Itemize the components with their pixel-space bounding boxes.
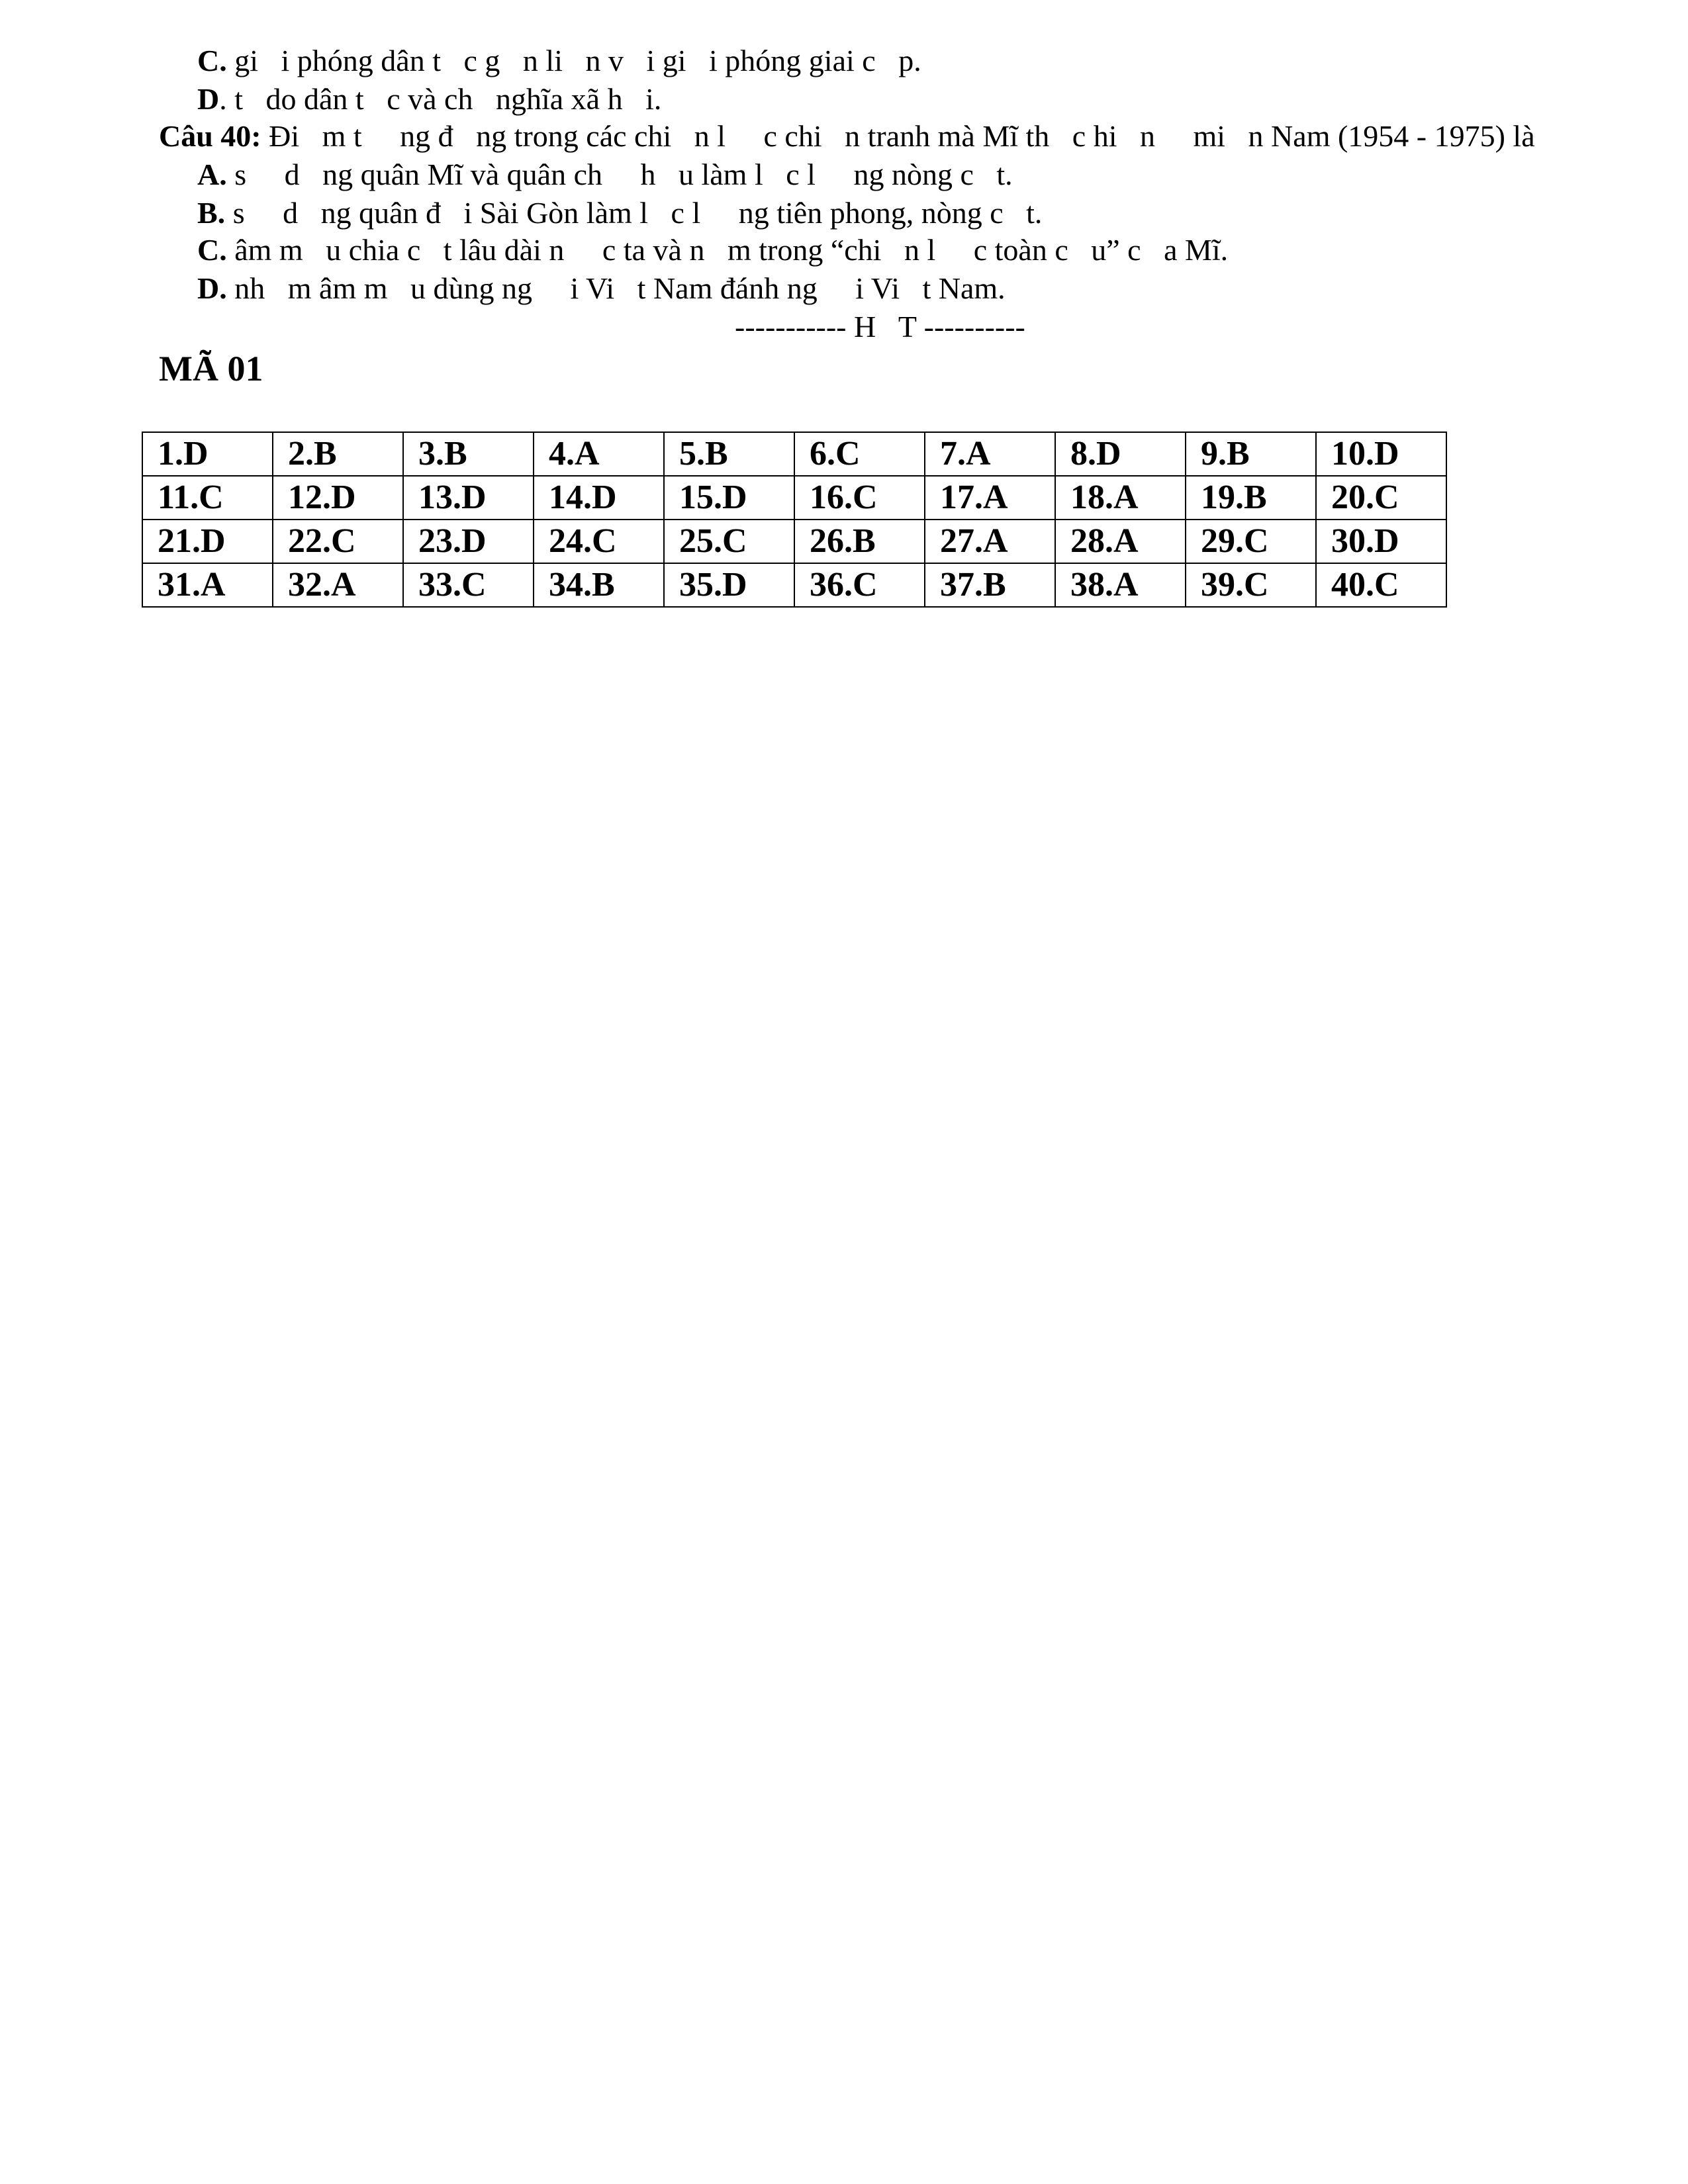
answer-cell: 17.A [925, 476, 1055, 520]
option-label: C. [197, 44, 227, 77]
question-40 [159, 118, 1535, 155]
answer-cell: 3.B [403, 432, 534, 476]
option-label: C. [197, 233, 227, 267]
answer-cell: 1.D [142, 432, 273, 476]
answer-cell: 18.A [1055, 476, 1186, 520]
option-text: . t do dân t c và ch nghĩa xã h i. [219, 82, 662, 116]
table-row [142, 520, 1446, 563]
table-row [142, 432, 1446, 476]
option-text: âm m u chia c t lâu dài n c ta và n m trong “chi n l c toàn c u” c a Mĩ. [226, 233, 1229, 267]
option-label: D [197, 82, 220, 116]
question-label: Câu 40: [159, 119, 261, 153]
answer-cell: 30.D [1316, 520, 1446, 563]
answer-cell: 33.C [403, 563, 534, 607]
answer-cell: 8.D [1055, 432, 1186, 476]
option-d-prev [197, 81, 661, 118]
option-label: D. [197, 271, 227, 305]
option-a [197, 156, 1013, 193]
answer-cell: 37.B [925, 563, 1055, 607]
answer-cell: 13.D [403, 476, 534, 520]
end-marker: ----------- H T ---------- [735, 310, 1025, 343]
answer-cell: 10.D [1316, 432, 1446, 476]
table-row [142, 476, 1446, 520]
option-c [197, 232, 1228, 269]
answer-cell: 7.A [925, 432, 1055, 476]
answer-cell: 26.B [794, 520, 925, 563]
answer-cell: 24.C [534, 520, 664, 563]
answer-cell: 40.C [1316, 563, 1446, 607]
option-label: A. [197, 158, 227, 191]
question-text: Đi m t ng đ ng trong các chi n l c chi n tranh mà Mĩ th c hi n mi n Nam (1954 - 1975) là [261, 119, 1535, 153]
answer-cell: 22.C [273, 520, 403, 563]
answer-cell: 9.B [1186, 432, 1316, 476]
answer-cell: 31.A [142, 563, 273, 607]
option-text: s d ng quân Mĩ và quân ch h u làm l c l ng nòng c t. [226, 158, 1013, 191]
answer-cell: 32.A [273, 563, 403, 607]
option-text: nh m âm m u dùng ng i Vi t Nam đánh ng i Vi t Nam. [226, 271, 1006, 305]
answer-cell: 34.B [534, 563, 664, 607]
answer-cell: 5.B [664, 432, 794, 476]
option-c-prev [197, 42, 921, 79]
answer-cell: 29.C [1186, 520, 1316, 563]
answer-cell: 15.D [664, 476, 794, 520]
answer-cell: 4.A [534, 432, 664, 476]
answer-key-table [142, 432, 1447, 608]
option-d [197, 270, 1006, 307]
option-b [197, 195, 1042, 232]
answer-cell: 16.C [794, 476, 925, 520]
answer-cell: 11.C [142, 476, 273, 520]
option-text: gi i phóng dân t c g n li n v i gi i phóng giai c p. [226, 44, 921, 77]
answer-cell: 2.B [273, 432, 403, 476]
answer-cell: 14.D [534, 476, 664, 520]
answer-cell: 36.C [794, 563, 925, 607]
answer-cell: 25.C [664, 520, 794, 563]
answer-cell: 27.A [925, 520, 1055, 563]
answer-cell: 38.A [1055, 563, 1186, 607]
answer-cell: 20.C [1316, 476, 1446, 520]
answer-cell: 28.A [1055, 520, 1186, 563]
answer-key-title: MÃ 01 [159, 349, 263, 388]
answer-cell: 35.D [664, 563, 794, 607]
option-label: B. [197, 196, 226, 230]
option-text: s d ng quân đ i Sài Gòn làm l c l ng tiên phong, nòng c t. [225, 196, 1043, 230]
answer-cell: 6.C [794, 432, 925, 476]
answer-cell: 12.D [273, 476, 403, 520]
answer-cell: 19.B [1186, 476, 1316, 520]
answer-cell: 23.D [403, 520, 534, 563]
table-row [142, 563, 1446, 607]
answer-cell: 39.C [1186, 563, 1316, 607]
answer-cell: 21.D [142, 520, 273, 563]
